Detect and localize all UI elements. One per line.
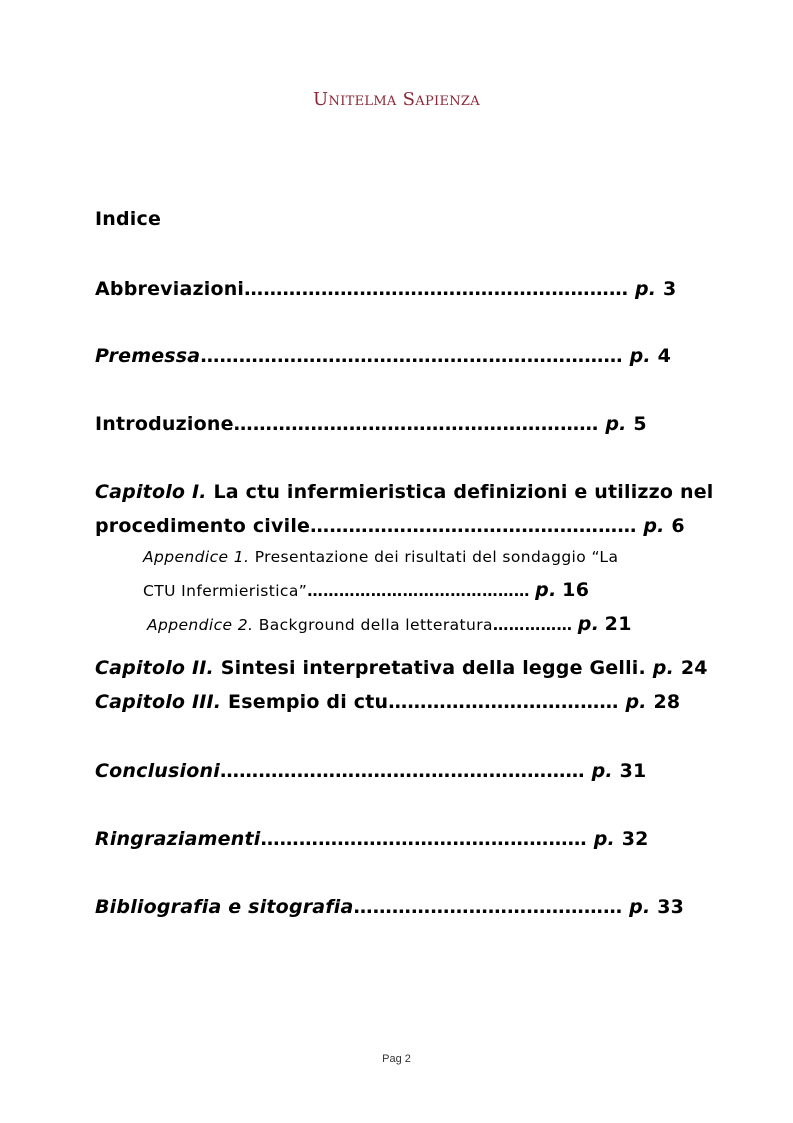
- toc-appendix-number: Appendice 2.: [147, 616, 254, 634]
- toc-entry-label: Background della letteratura: [253, 616, 493, 634]
- toc-page-number: 32: [621, 828, 649, 850]
- toc-page-prefix: p.: [625, 691, 647, 713]
- toc-entry-ringraziamenti: [95, 828, 649, 850]
- toc-entry-appendice-1-line1: [143, 548, 618, 566]
- toc-page-prefix: p.: [643, 515, 665, 537]
- toc-entry-capitolo-3: [95, 691, 680, 713]
- institution-header: Unitelma Sapienza: [313, 89, 480, 110]
- toc-page-number: 21: [604, 613, 632, 635]
- toc-entry-conclusioni: [95, 760, 646, 782]
- toc-leader-dots: ……………………………………………: [260, 828, 587, 850]
- toc-page-number: 16: [562, 579, 590, 601]
- toc-leader-dots: ……………………………………: [353, 896, 623, 918]
- toc-chapter-number: Capitolo II.: [95, 657, 214, 679]
- toc-appendix-number: Appendice 1.: [143, 548, 250, 566]
- toc-page-number: 28: [653, 691, 681, 713]
- toc-leader-dots: ………………………………: [388, 691, 619, 713]
- toc-entry-label: Presentazione dei risultati del sondaggio “La: [249, 548, 619, 566]
- toc-entry-label: procedimento civile: [95, 515, 311, 537]
- toc-entry-capitolo-1-line2: [95, 515, 685, 537]
- toc-page-prefix: p.: [593, 828, 615, 850]
- page-footer-number: Pag 2: [382, 1053, 411, 1065]
- toc-page-prefix: p.: [535, 579, 557, 601]
- toc-entry-label: Sintesi interpretativa della legge Gelli.: [213, 657, 646, 679]
- toc-page-prefix: p.: [591, 760, 613, 782]
- toc-page-number: 24: [680, 657, 708, 679]
- toc-entry-label: La ctu infermieristica definizioni e utilizzo nel: [206, 481, 714, 503]
- toc-page-prefix: p.: [629, 896, 651, 918]
- toc-chapter-number: Capitolo III.: [95, 691, 222, 713]
- toc-entry-introduzione: [95, 413, 647, 435]
- toc-entry-label: CTU Infermieristica”: [143, 582, 308, 600]
- toc-leader-dots: …………………………………………………: [219, 760, 585, 782]
- toc-title: Indice: [95, 208, 162, 230]
- toc-entry-label: Conclusioni: [95, 760, 220, 782]
- toc-page-prefix: p.: [634, 278, 657, 300]
- toc-entry-label: Premessa: [95, 345, 201, 367]
- toc-page-number: 5: [633, 413, 647, 435]
- toc-leader-dots: …………………………………………………………: [200, 345, 623, 367]
- toc-page-prefix: p.: [577, 613, 600, 635]
- toc-entry-premessa: [95, 345, 671, 367]
- toc-page-number: 3: [663, 278, 677, 300]
- toc-leader-dots: ……………………………………: [307, 582, 530, 600]
- toc-page-prefix: p.: [629, 345, 651, 367]
- toc-leader-dots: ……………………………………………: [310, 515, 637, 537]
- toc-page-prefix: p.: [605, 413, 627, 435]
- toc-chapter-number: Capitolo I.: [95, 481, 207, 503]
- toc-entry-abbreviazioni: [95, 278, 676, 300]
- toc-entry-label: Esempio di ctu: [221, 691, 389, 713]
- toc-page-number: 31: [619, 760, 647, 782]
- toc-entry-label: Abbreviazioni: [95, 278, 245, 300]
- toc-entry-capitolo-2: [95, 657, 708, 679]
- toc-entry-appendice-1-line2: [143, 579, 589, 601]
- toc-entry-bibliografia: [95, 896, 684, 918]
- toc-leader-dots: ……………………………………………………: [244, 278, 629, 300]
- toc-entry-label: Introduzione: [95, 413, 234, 435]
- toc-entry-appendice-2: [147, 613, 632, 635]
- toc-page-number: 6: [671, 515, 685, 537]
- toc-leader-dots: …………………………………………………: [233, 413, 599, 435]
- toc-entry-capitolo-1-line1: [95, 481, 714, 503]
- toc-entry-label: Bibliografia e sitografia: [95, 896, 354, 918]
- toc-leader-dots: ……………: [492, 616, 573, 634]
- toc-entry-label: Ringraziamenti: [95, 828, 261, 850]
- toc-page-number: 33: [657, 896, 685, 918]
- toc-page-number: 4: [657, 345, 672, 367]
- toc-page-prefix: p.: [652, 657, 674, 679]
